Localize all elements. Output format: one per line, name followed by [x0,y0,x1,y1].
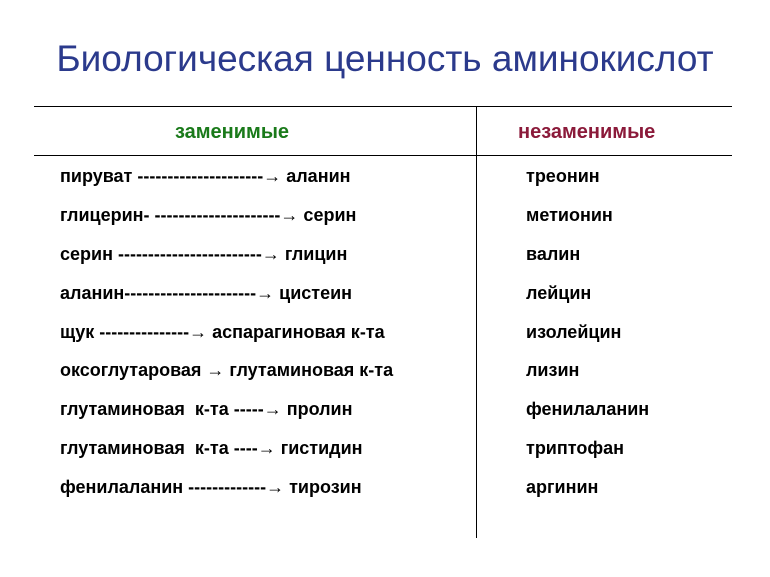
table-header-rule [34,155,732,156]
replaceable-list [60,160,393,510]
replaceable-item: пируват ---------------------→ аланин [60,166,351,186]
slide-title: Биологическая ценность аминокислот [56,38,714,79]
essential-item: метионин [526,204,613,225]
essential-item: изолейцин [526,321,622,342]
essential-item: фенилаланин [526,399,650,420]
essential-item: лизин [526,360,580,381]
essential-item: валин [526,243,581,264]
essential-item: аргинин [526,477,599,498]
replaceable-item: глицерин- ---------------------→ серин [60,204,357,225]
essential-item: триптофан [526,438,624,459]
replaceable-item: глутаминовая к-та ----→ гистидин [60,438,363,459]
replaceable-item: фенилаланин -------------→ тирозин [60,477,362,498]
replaceable-header: заменимые [174,121,290,143]
table-column-divider [476,106,477,538]
replaceable-item: серин ------------------------→ глицин [60,243,348,264]
table-top-rule [34,106,732,107]
essential-header: незаменимые [518,121,656,143]
replaceable-item: щук ---------------→ аспарагиновая к-та [60,321,385,342]
essential-item: лейцин [526,282,592,303]
replaceable-item: аланин----------------------→ цистеин [60,282,353,303]
essential-item: треонин [526,166,600,186]
replaceable-item: глутаминовая к-та -----→ пролин [60,399,353,420]
essential-list [526,160,649,510]
replaceable-item: оксоглутаровая → глутаминовая к-та [60,360,394,381]
